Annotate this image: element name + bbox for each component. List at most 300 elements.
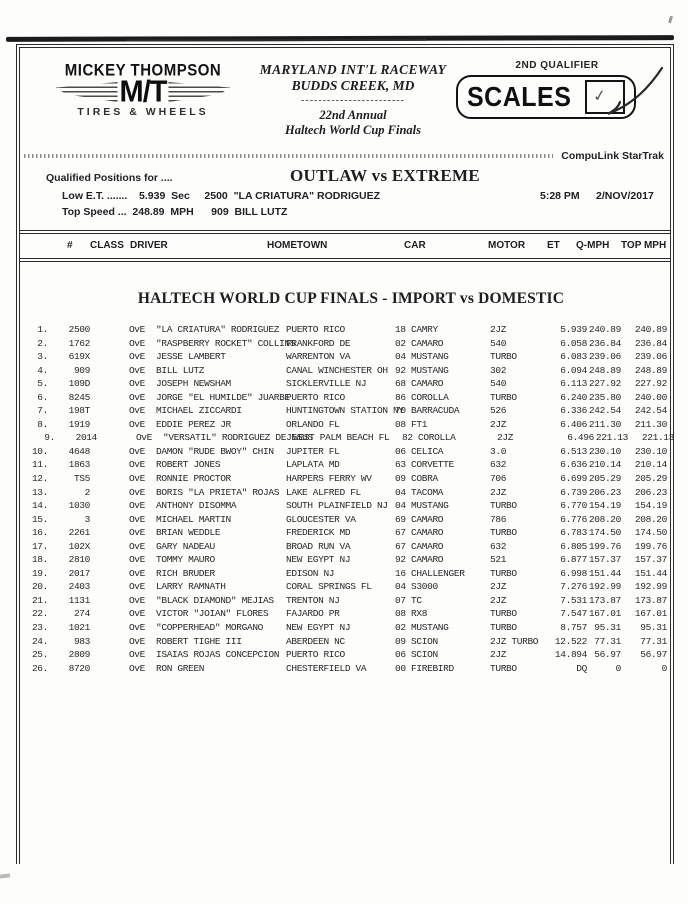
row-topmph: 199.76 <box>634 540 667 552</box>
row-position: 4. <box>37 364 48 376</box>
scan-artifact <box>668 16 673 24</box>
row-motor: TURBO <box>490 500 517 512</box>
scales-checkbox <box>585 80 625 114</box>
row-topmph: 95.31 <box>640 622 667 634</box>
row-car-number: 1863 <box>68 459 90 471</box>
row-et: 6.805 <box>560 540 587 552</box>
table-row <box>20 337 670 351</box>
row-car: 00 FIREBIRD <box>395 662 454 674</box>
table-row <box>20 621 670 635</box>
row-et: 6.083 <box>560 351 587 363</box>
row-class: OvE <box>128 418 145 430</box>
dotted-rule <box>24 154 553 158</box>
row-position: 2. <box>37 337 48 349</box>
row-qmph: 151.44 <box>588 567 621 579</box>
scan-artifact <box>0 873 10 878</box>
row-hometown: FRANKFORD DE <box>286 337 351 349</box>
system-separator <box>24 148 664 164</box>
top-speed-line: Top Speed ... 248.89 MPH 909 BILL LUTZ <box>62 206 288 218</box>
table-row <box>20 458 670 472</box>
row-position: 16. <box>31 527 48 539</box>
row-motor: TURBO <box>490 662 517 674</box>
row-position: 17. <box>31 540 48 552</box>
row-et: 5.939 <box>560 324 587 335</box>
col-qmph: Q-MPH <box>576 240 610 251</box>
qualified-heading: Qualified Positions for .... <box>46 172 173 184</box>
row-class: OvE <box>128 554 145 566</box>
row-hometown: ABERDEEN NC <box>286 635 345 647</box>
row-hometown: CORAL SPRINGS FL <box>286 581 372 593</box>
row-driver: "COPPERHEAD" MORGANO <box>156 622 264 634</box>
row-qmph: 199.76 <box>588 540 621 552</box>
row-driver: EDDIE PEREZ JR <box>156 418 231 430</box>
row-car-number: 8720 <box>68 662 90 674</box>
row-car-number: 109D <box>68 378 90 390</box>
row-driver: ROBERT JONES <box>156 459 221 471</box>
row-motor: 302 <box>490 364 507 376</box>
row-topmph: 205.29 <box>634 473 667 485</box>
row-motor: TURBO <box>490 622 517 634</box>
row-car: 04 S3000 <box>395 581 438 593</box>
row-class: OvE <box>128 364 145 376</box>
row-et: 6.513 <box>560 445 587 457</box>
row-class: OvE <box>128 540 145 552</box>
row-qmph: 154.19 <box>588 500 621 512</box>
table-row <box>20 350 670 364</box>
row-hometown: CHESTERFIELD VA <box>286 662 367 674</box>
row-motor: 2JZ <box>490 324 507 335</box>
row-car-number: 2809 <box>68 649 90 661</box>
row-car-number: 8245 <box>68 391 90 403</box>
row-topmph: 192.99 <box>634 581 667 593</box>
row-driver: BILL LUTZ <box>156 364 205 376</box>
table-row <box>20 607 670 621</box>
row-topmph: 236.84 <box>634 337 667 349</box>
row-motor: 3.0 <box>490 445 507 457</box>
row-car-number: 1030 <box>68 500 90 512</box>
row-car-number: 198T <box>68 405 90 417</box>
row-hometown: GLOUCESTER VA <box>286 513 356 525</box>
row-class: OvE <box>128 662 145 674</box>
row-class: OvE <box>128 337 145 349</box>
table-row <box>20 662 670 676</box>
row-class: OvE <box>128 635 145 647</box>
row-position: 1. <box>37 324 48 335</box>
row-driver: "BLACK DIAMOND" MEJIAS <box>156 594 274 606</box>
row-class: OvE <box>128 649 145 661</box>
row-et: 6.699 <box>560 473 587 485</box>
row-car-number: 2014 <box>75 432 97 444</box>
row-position: 15. <box>31 513 48 525</box>
row-et: 6.113 <box>560 378 587 390</box>
row-driver: "VERSATIL" RODRIGUEZ DEJESUS <box>163 432 313 444</box>
row-class: OvE <box>128 527 145 539</box>
table-row <box>20 418 670 432</box>
col-et: ET <box>547 240 560 251</box>
row-hometown: PUERTO RICO <box>286 324 345 335</box>
row-motor: 2JZ <box>490 594 507 606</box>
row-car: 86 COROLLA <box>395 391 449 403</box>
row-et: 6.783 <box>560 527 587 539</box>
row-topmph: 248.89 <box>634 364 667 376</box>
row-qmph: 242.54 <box>588 405 621 417</box>
row-motor: 540 <box>490 378 507 390</box>
row-car: 18 CAMRY <box>395 324 438 335</box>
row-qmph: 206.23 <box>588 486 621 498</box>
row-topmph: 154.19 <box>634 500 667 512</box>
col-class: CLASS <box>90 240 124 251</box>
row-qmph: 240.89 <box>588 324 621 335</box>
row-motor: 2JZ <box>497 432 514 444</box>
row-hometown: ORLANDO FL <box>286 418 340 430</box>
row-qmph: 56.97 <box>594 649 621 661</box>
row-car: 63 CORVETTE <box>395 459 454 471</box>
timing-system-label: CompuLink StarTrak <box>561 150 664 162</box>
row-class: OvE <box>128 486 145 498</box>
row-car: 82 COROLLA <box>402 432 456 444</box>
row-position: 21. <box>31 594 48 606</box>
row-class: OvE <box>128 391 145 403</box>
row-hometown: LAKE ALFRED FL <box>286 486 361 498</box>
row-motor: TURBO <box>490 351 517 363</box>
row-topmph: 151.44 <box>634 567 667 579</box>
mt-mark: M/T <box>119 75 167 109</box>
row-et: 7.531 <box>560 594 587 606</box>
row-position: 19. <box>31 567 48 579</box>
scales-stamp <box>456 75 636 119</box>
row-qmph: 227.92 <box>588 378 621 390</box>
row-class: OvE <box>128 622 145 634</box>
row-car-number: 2403 <box>68 581 90 593</box>
row-driver: ISAIAS ROJAS CONCEPCION <box>156 649 280 661</box>
row-et: 8.757 <box>560 622 587 634</box>
row-position: 14. <box>31 500 48 512</box>
row-topmph: 227.92 <box>634 378 667 390</box>
row-position: 9. <box>44 432 55 444</box>
row-driver: RON GREEN <box>156 662 205 674</box>
row-position: 23. <box>31 622 48 634</box>
venue-name: MARYLAND INT'L RACEWAY <box>259 62 447 77</box>
row-topmph: 167.01 <box>634 608 667 620</box>
table-row <box>20 540 670 554</box>
row-car-number: 1762 <box>68 337 90 349</box>
row-motor: 2JZ TURBO <box>490 635 539 647</box>
table-row <box>20 580 670 594</box>
row-motor: 2JZ <box>490 486 507 498</box>
row-car-number: 2810 <box>68 554 90 566</box>
row-position: 5. <box>37 378 48 390</box>
table-row <box>20 648 670 662</box>
print-time: 5:28 PM <box>540 190 580 202</box>
row-et: 6.406 <box>560 418 587 430</box>
row-motor: TURBO <box>490 527 517 539</box>
venue-block <box>252 56 454 144</box>
table-row <box>20 377 670 391</box>
row-et: 6.058 <box>560 337 587 349</box>
row-class: OvE <box>135 432 152 444</box>
row-qmph: 221.13 <box>595 432 628 444</box>
table-row <box>20 323 670 337</box>
qualifier-label: 2ND QUALIFIER <box>515 60 599 71</box>
row-car-number: 3 <box>84 513 90 525</box>
row-hometown: FAJARDO PR <box>286 608 340 620</box>
wing-right-icon <box>168 82 230 102</box>
row-class: OvE <box>128 567 145 579</box>
event-annual: 22nd Annual <box>319 108 387 122</box>
row-et: 12.522 <box>554 635 587 647</box>
row-car-number: 274 <box>73 608 90 620</box>
print-date: 2/NOV/2017 <box>596 190 654 202</box>
mickey-thompson-logo <box>34 56 252 144</box>
row-qmph: 230.10 <box>588 445 621 457</box>
row-hometown: TRENTON NJ <box>286 594 340 606</box>
row-qmph: 192.99 <box>588 581 621 593</box>
row-driver: TOMMY MAURO <box>156 554 215 566</box>
row-car: 04 MUSTANG <box>395 500 449 512</box>
row-driver: LARRY RAMNATH <box>156 581 226 593</box>
row-motor: 2JZ <box>490 581 507 593</box>
table-row <box>20 567 670 581</box>
row-position: 18. <box>31 554 48 566</box>
table-row <box>20 364 670 378</box>
row-hometown: HUNTINGTOWN STATION NY <box>286 405 404 417</box>
row-driver: VICTOR "JOIAN" FLORES <box>156 608 269 620</box>
row-motor: 540 <box>490 337 507 349</box>
row-driver: BRIAN WEDDLE <box>156 527 221 539</box>
col-driver: DRIVER <box>130 240 168 251</box>
row-et: 6.636 <box>560 459 587 471</box>
logo-wings <box>34 75 252 109</box>
header <box>20 48 670 144</box>
table-row <box>20 526 670 540</box>
row-qmph: 205.29 <box>588 473 621 485</box>
row-qmph: 157.37 <box>588 554 621 566</box>
row-hometown: CANAL WINCHESTER OH <box>286 364 388 376</box>
table-row <box>27 431 677 445</box>
row-car: 67 CAMARO <box>395 540 444 552</box>
table-row <box>20 445 670 459</box>
row-topmph: 174.50 <box>634 527 667 539</box>
column-header-row <box>20 234 670 262</box>
row-topmph: 240.89 <box>634 324 667 335</box>
col-hometown: HOMETOWN <box>267 240 328 251</box>
brand-tagline: TIRES & WHEELS <box>77 106 209 118</box>
brand-name: MICKEY THOMPSON <box>64 61 222 80</box>
row-qmph: 95.31 <box>594 622 621 634</box>
scales-stamp-text: SCALES <box>467 81 572 112</box>
table-row <box>20 499 670 513</box>
row-driver: JORGE "EL HUMILDE" JUARBE <box>156 391 290 403</box>
results-table-body <box>20 323 674 675</box>
row-qmph: 235.80 <box>588 391 621 403</box>
qualifier-block <box>454 56 660 144</box>
row-hometown: JUPITER FL <box>286 445 340 457</box>
row-motor: 521 <box>490 554 507 566</box>
row-class: OvE <box>128 378 145 390</box>
row-driver: MICHAEL ZICCARDI <box>156 405 242 417</box>
row-position: 20. <box>31 581 48 593</box>
row-qmph: 211.30 <box>588 418 621 430</box>
row-class: OvE <box>128 473 145 485</box>
row-qmph: 167.01 <box>588 608 621 620</box>
row-position: 7. <box>37 405 48 417</box>
row-topmph: 206.23 <box>634 486 667 498</box>
row-topmph: 221.13 <box>641 432 674 444</box>
table-row <box>20 391 670 405</box>
row-driver: ROBERT TIGHE III <box>156 635 242 647</box>
row-position: 26. <box>31 662 48 674</box>
row-car-number: 1021 <box>68 622 90 634</box>
row-driver: JOSEPH NEWSHAM <box>156 378 231 390</box>
row-hometown: SICKLERVILLE NJ <box>286 378 367 390</box>
row-car: 06 CELICA <box>395 445 444 457</box>
row-car: 92 MUSTANG <box>395 364 449 376</box>
row-driver: BORIS "LA PRIETA" ROJAS <box>156 486 280 498</box>
row-topmph: 208.20 <box>634 513 667 525</box>
row-et: 14.894 <box>554 649 587 661</box>
row-car-number: 909 <box>73 364 90 376</box>
row-position: 11. <box>31 459 48 471</box>
row-position: 12. <box>31 473 48 485</box>
row-et: 7.276 <box>560 581 587 593</box>
row-car: 07 TC <box>395 594 422 606</box>
row-motor: 706 <box>490 473 507 485</box>
row-qmph: 248.89 <box>588 364 621 376</box>
row-et: 6.877 <box>560 554 587 566</box>
sheet-border <box>16 44 674 864</box>
col-motor: MOTOR <box>488 240 526 251</box>
table-row <box>20 486 670 500</box>
row-car: 08 RX8 <box>395 608 428 620</box>
row-class: OvE <box>128 324 145 335</box>
row-class: OvE <box>128 513 145 525</box>
row-hometown: FREDERICK MD <box>286 527 351 539</box>
row-hometown: LAPLATA MD <box>286 459 340 471</box>
row-car-number: 4648 <box>68 445 90 457</box>
row-qmph: 0 <box>615 662 621 674</box>
wing-left-icon <box>56 82 118 102</box>
row-motor: 526 <box>490 405 507 417</box>
row-class: OvE <box>128 351 145 363</box>
row-et: 7.547 <box>560 608 587 620</box>
section-title: HALTECH WORLD CUP FINALS - IMPORT vs DOMESTIC <box>137 290 565 307</box>
scan-paper-edge <box>6 35 674 42</box>
row-car-number: 2261 <box>68 527 90 539</box>
row-driver: RONNIE PROCTOR <box>156 473 231 485</box>
row-et: 6.336 <box>560 405 587 417</box>
row-position: 24. <box>31 635 48 647</box>
row-position: 6. <box>37 391 48 403</box>
row-hometown: NEW EGYPT NJ <box>286 554 351 566</box>
row-hometown: WEST PALM BEACH FL <box>293 432 390 444</box>
row-car: 92 CAMARO <box>395 554 444 566</box>
row-car-number: 2500 <box>68 324 90 335</box>
row-car: 67 CAMARO <box>395 527 444 539</box>
venue-city: BUDDS CREEK, MD <box>291 78 415 93</box>
row-car: 04 TACOMA <box>395 486 444 498</box>
row-class: OvE <box>128 459 145 471</box>
row-topmph: 157.37 <box>634 554 667 566</box>
row-motor: TURBO <box>490 391 517 403</box>
row-car-number: 619X <box>68 351 90 363</box>
row-car: 69 CAMARO <box>395 513 444 525</box>
table-row <box>20 635 670 649</box>
table-row <box>20 513 670 527</box>
row-hometown: SOUTH PLAINFIELD NJ <box>286 500 388 512</box>
row-class: OvE <box>128 581 145 593</box>
row-driver: GARY NADEAU <box>156 540 215 552</box>
row-hometown: BROAD RUN VA <box>286 540 351 552</box>
col-car: CAR <box>404 240 426 251</box>
row-qmph: 239.06 <box>588 351 621 363</box>
row-driver: RICH BRUDER <box>156 567 215 579</box>
row-car-number: 1919 <box>68 418 90 430</box>
row-motor: 786 <box>490 513 507 525</box>
row-et: 6.998 <box>560 567 587 579</box>
row-car-number: TS5 <box>73 473 90 485</box>
row-class: OvE <box>128 500 145 512</box>
row-motor: 632 <box>490 540 507 552</box>
row-topmph: 56.97 <box>640 649 667 661</box>
row-topmph: 211.30 <box>634 418 667 430</box>
row-car: 08 FT1 <box>395 418 428 430</box>
row-car: 09 COBRA <box>395 473 438 485</box>
row-topmph: 230.10 <box>634 445 667 457</box>
row-qmph: 173.87 <box>588 594 621 606</box>
row-car: 02 CAMARO <box>395 337 444 349</box>
row-driver: JESSE LAMBERT <box>156 351 226 363</box>
row-position: 22. <box>31 608 48 620</box>
row-motor: 2JZ <box>490 418 507 430</box>
row-topmph: 242.54 <box>634 405 667 417</box>
table-row <box>20 472 670 486</box>
row-topmph: 240.00 <box>634 391 667 403</box>
row-qmph: 208.20 <box>588 513 621 525</box>
row-qmph: 236.84 <box>588 337 621 349</box>
row-car: 02 MUSTANG <box>395 622 449 634</box>
row-et: 6.094 <box>560 364 587 376</box>
low-et-line: Low E.T. ....... 5.939 Sec 2500 "LA CRIATURA" RODRIGUEZ <box>62 190 381 202</box>
row-et: 6.770 <box>560 500 587 512</box>
row-topmph: 210.14 <box>634 459 667 471</box>
class-title: OUTLAW vs EXTREME <box>290 166 480 185</box>
row-class: OvE <box>128 608 145 620</box>
row-position: 10. <box>31 445 48 457</box>
venue-divider: ------------------------ <box>301 95 405 106</box>
row-position: 13. <box>31 486 48 498</box>
row-hometown: PUERTO RICO <box>286 649 345 661</box>
row-topmph: 173.87 <box>634 594 667 606</box>
row-position: 3. <box>37 351 48 363</box>
row-car: 70 BARRACUDA <box>395 405 460 417</box>
row-hometown: HARPERS FERRY WV <box>286 473 372 485</box>
row-car: 06 SCION <box>395 649 438 661</box>
row-motor: 632 <box>490 459 507 471</box>
row-car: 68 CAMARO <box>395 378 444 390</box>
row-et: 6.739 <box>560 486 587 498</box>
row-topmph: 77.31 <box>640 635 667 647</box>
col-topmph: TOP MPH <box>621 240 667 251</box>
row-position: 25. <box>31 649 48 661</box>
row-class: OvE <box>128 594 145 606</box>
table-row <box>20 594 670 608</box>
row-driver: "RASPBERRY ROCKET" COLLINS <box>156 337 296 349</box>
row-qmph: 77.31 <box>594 635 621 647</box>
row-car: 09 SCION <box>395 635 438 647</box>
row-car-number: 1131 <box>68 594 90 606</box>
row-hometown: WARRENTON VA <box>286 351 351 363</box>
row-qmph: 174.50 <box>588 527 621 539</box>
